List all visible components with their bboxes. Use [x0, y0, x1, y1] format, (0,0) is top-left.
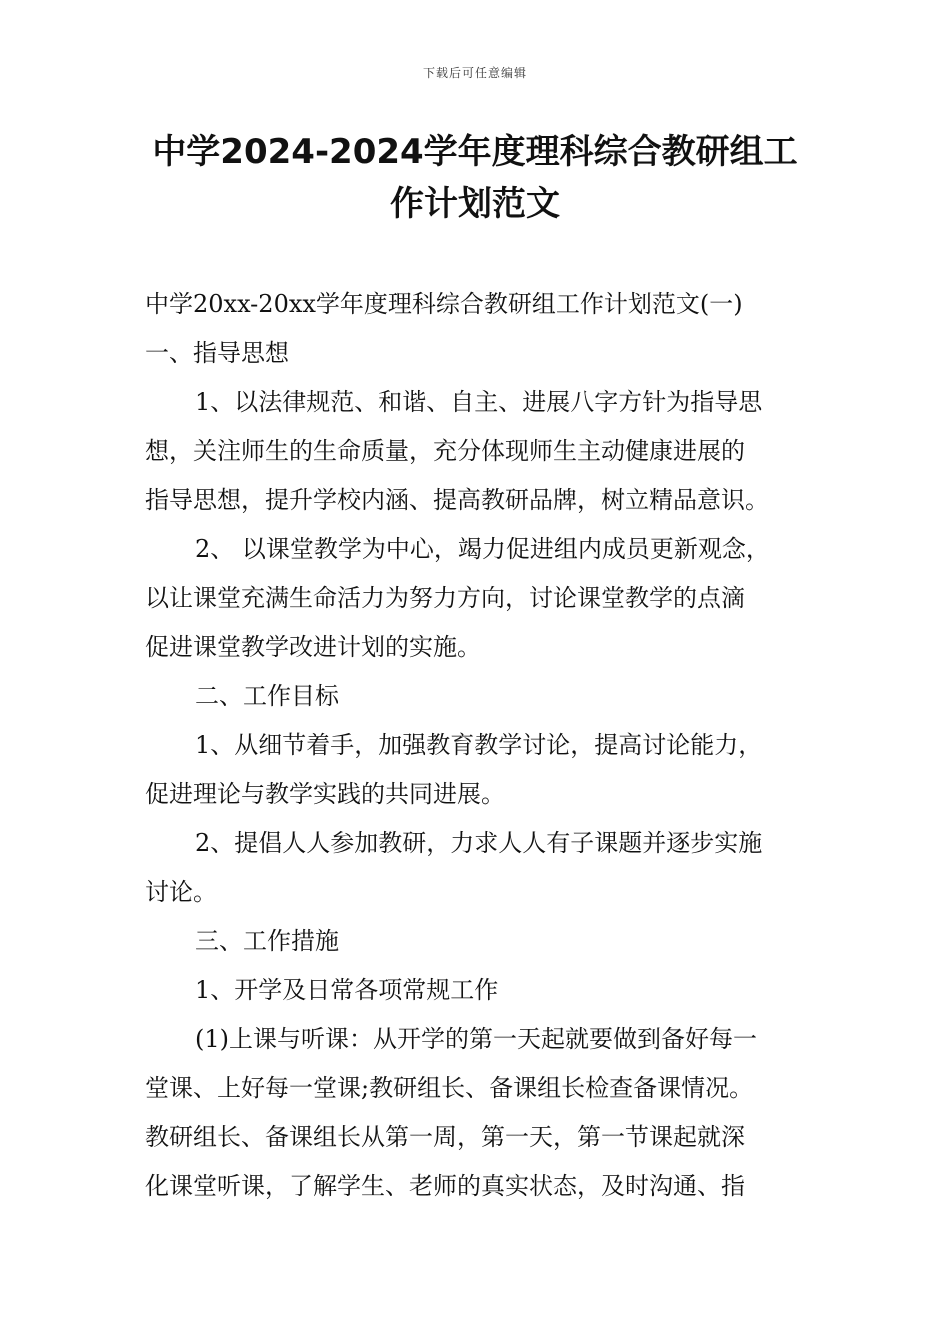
- heading-work-goals: 二、工作目标: [195, 682, 339, 710]
- paragraph-line: 教研组长、备课组长从第一周，第一天，第一节课起就深: [145, 1123, 745, 1151]
- document-title-line-2: 作计划范文: [390, 184, 560, 224]
- paragraph-line: 化课堂听课，了解学生、老师的真实状态，及时沟通、指: [145, 1172, 745, 1200]
- paragraph-line: 讨论。: [145, 878, 217, 906]
- heading-work-measures: 三、工作措施: [195, 927, 339, 955]
- subheading-routine-work: 1、开学及日常各项常规工作: [195, 976, 499, 1004]
- page-header-note: 下载后可任意编辑: [422, 66, 527, 80]
- document-title-line-1: 中学2024-2024学年度理科综合教研组工: [152, 132, 798, 172]
- paragraph-line: 指导思想，提升学校内涵、提高教研品牌，树立精品意识。: [145, 486, 769, 514]
- section-subtitle: 中学20xx-20xx学年度理科综合教研组工作计划范文(一): [145, 290, 743, 318]
- paragraph-line: 1、从细节着手，加强教育教学讨论，提高讨论能力，: [195, 731, 763, 759]
- heading-guiding-thought: 一、指导思想: [145, 339, 289, 367]
- document-title: [120, 126, 830, 230]
- paragraph-line: 2、提倡人人参加教研，力求人人有子课题并逐步实施: [195, 829, 763, 857]
- paragraph-line: 想，关注师生的生命质量，充分体现师生主动健康进展的: [145, 437, 745, 465]
- paragraph-line: (1)上课与听课：从开学的第一天起就要做到备好每一: [195, 1025, 757, 1053]
- paragraph-line: 以让课堂充满生命活力为努力方向，讨论课堂教学的点滴: [145, 584, 745, 612]
- paragraph-line: 促进理论与教学实践的共同进展。: [145, 780, 505, 808]
- paragraph-line: 2、 以课堂教学为中心，竭力促进组内成员更新观念，: [195, 535, 770, 563]
- paragraph-line: 促进课堂教学改进计划的实施。: [145, 633, 481, 661]
- paragraph-line: 1、以法律规范、和谐、自主、进展八字方针为指导思: [195, 388, 763, 416]
- paragraph-line: 堂课、上好每一堂课;教研组长、备课组长检查备课情况。: [145, 1074, 754, 1102]
- document-body: [145, 280, 810, 1211]
